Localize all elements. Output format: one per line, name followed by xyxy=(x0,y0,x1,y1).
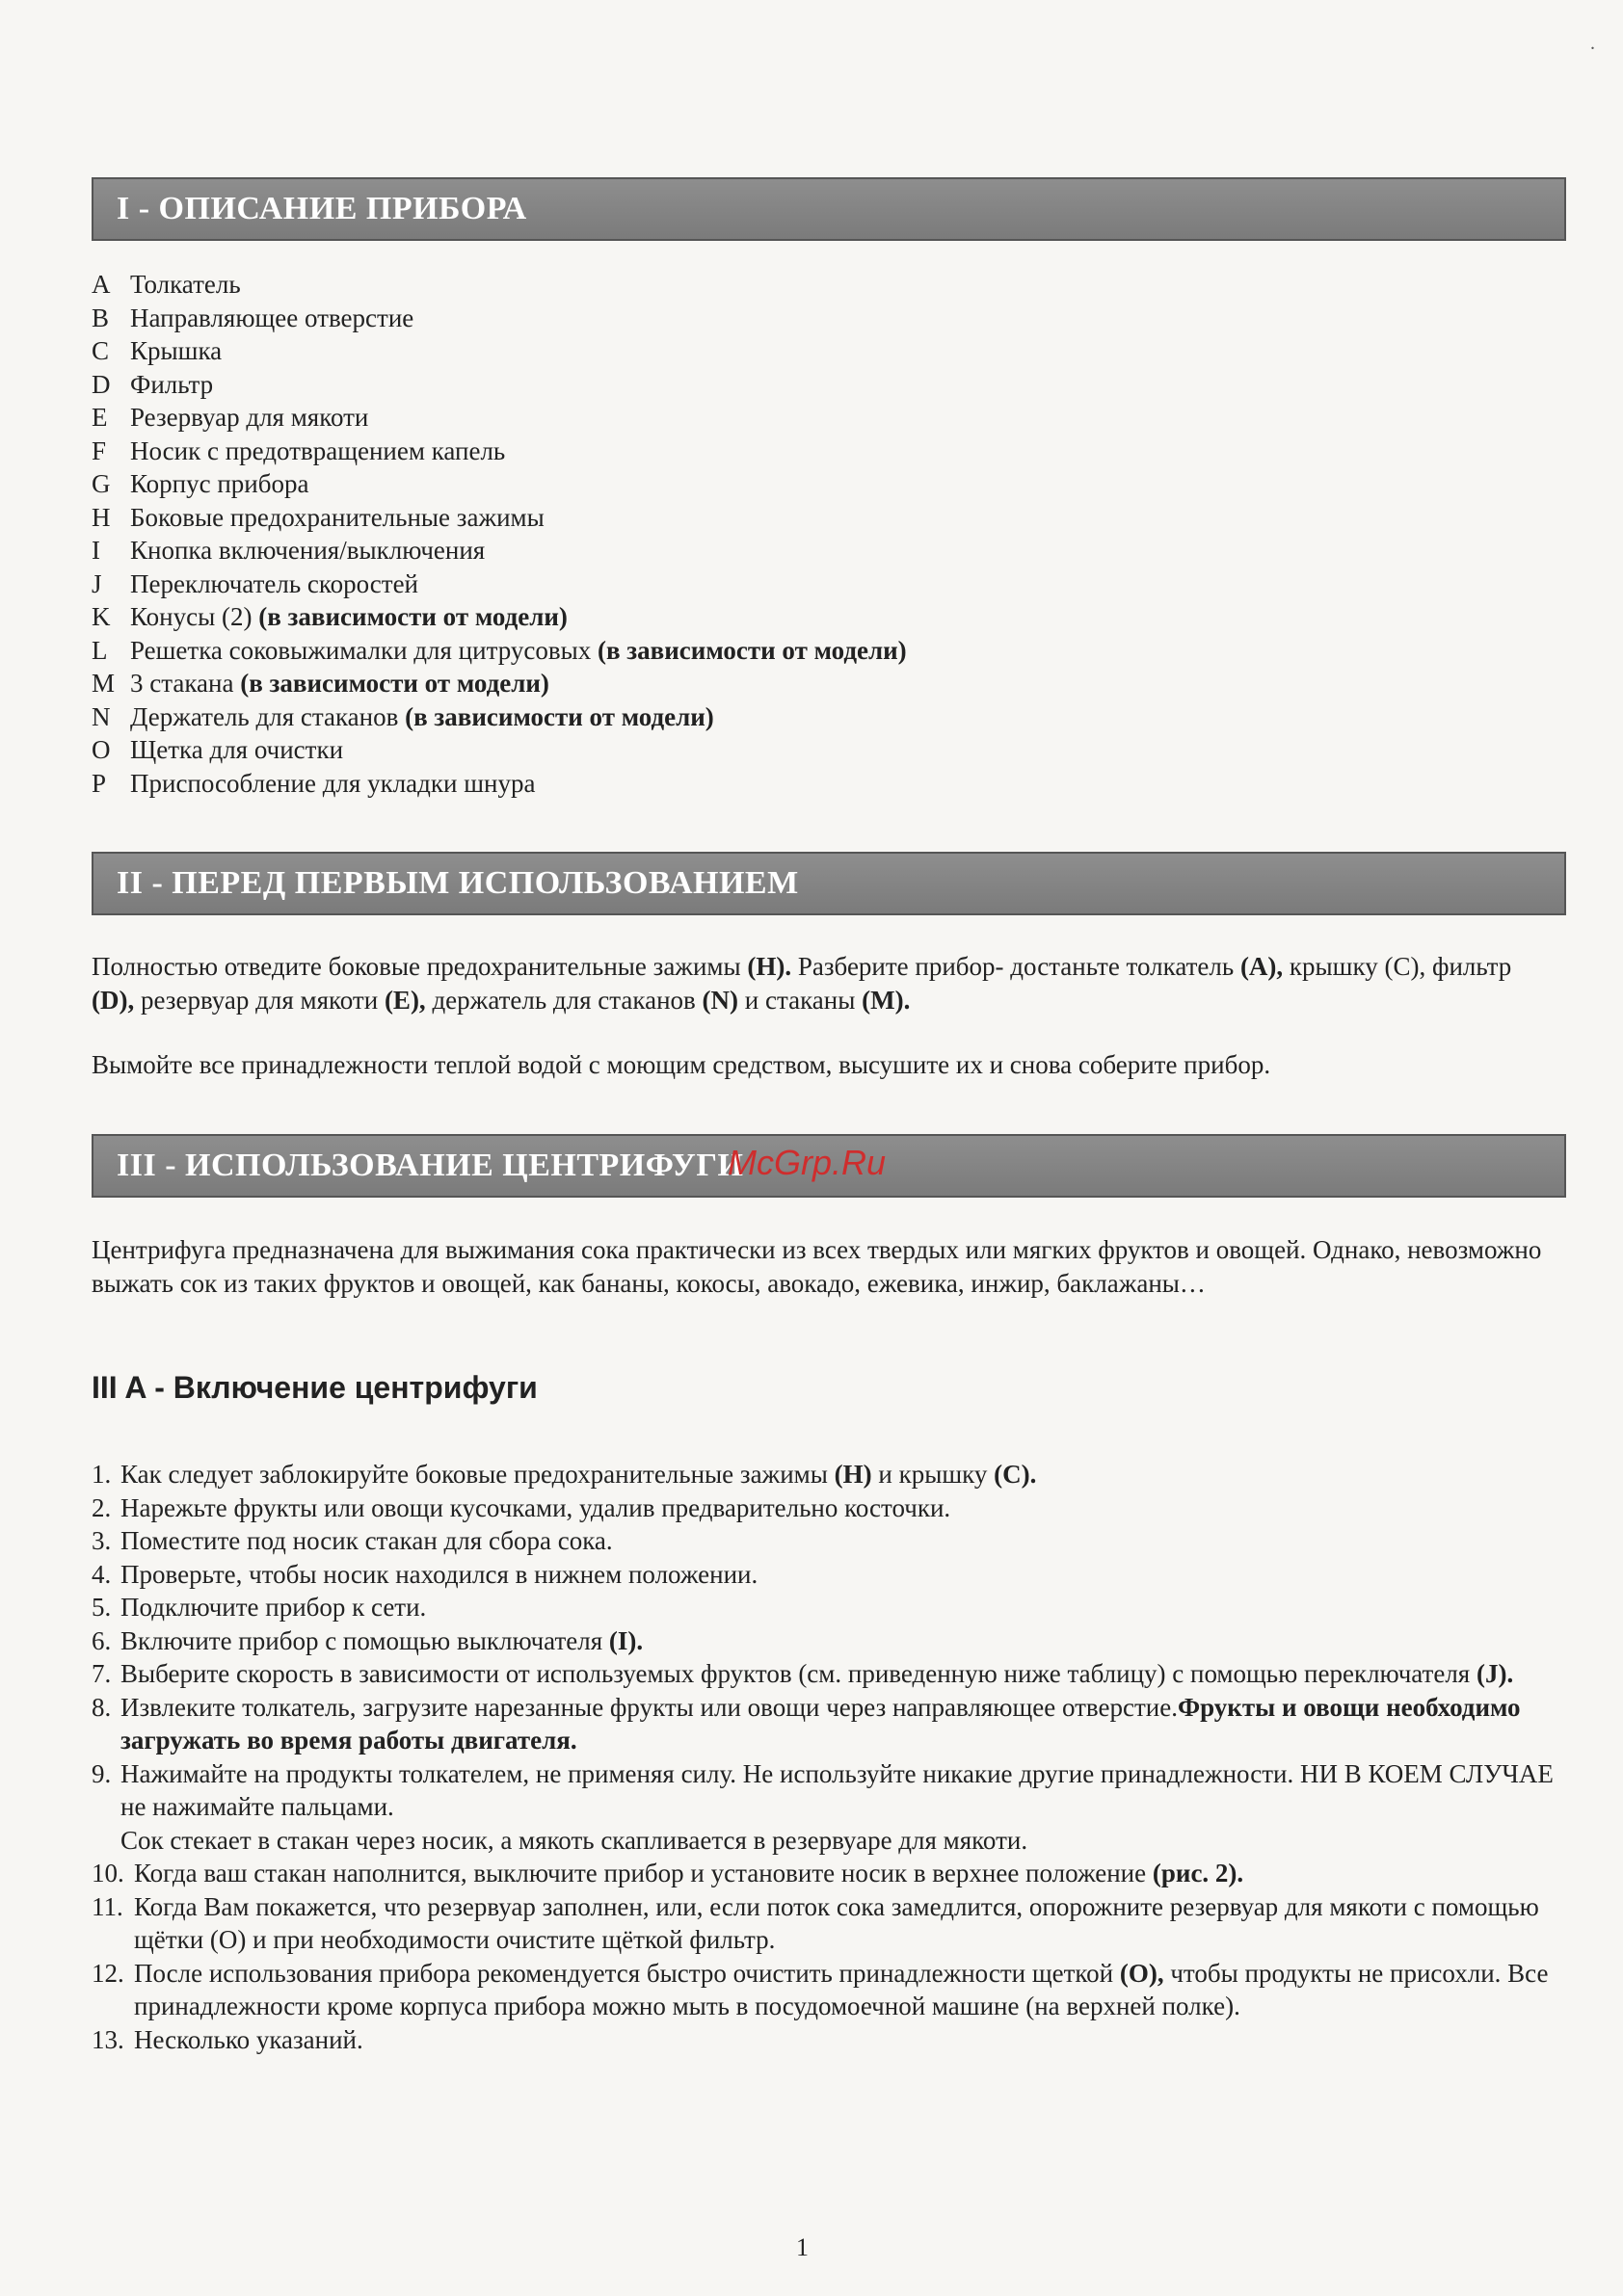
item-text: Решетка соковыжималки для цитрусовых xyxy=(130,635,598,665)
step-number: 4. xyxy=(92,1559,112,1589)
item-text: Фильтр xyxy=(130,369,214,399)
step-bold: Фрукты и овощи необходимо загружать во время работы двигателя. xyxy=(120,1692,1521,1755)
step-text: Подключите прибор к сети. xyxy=(120,1593,427,1622)
step-bold: (I). xyxy=(608,1625,644,1655)
list-item xyxy=(92,1691,1556,1757)
step-bold: (H) xyxy=(834,1460,872,1489)
item-letter: G xyxy=(92,469,111,498)
list-item xyxy=(92,1524,1556,1558)
step-bold: (рис. 2). xyxy=(1152,1859,1244,1887)
parts-list xyxy=(92,268,1537,800)
step-text: Поместите под носик стакан для сбора сока. xyxy=(120,1526,613,1555)
item-letter: K xyxy=(92,602,111,631)
step-number: 10. xyxy=(92,1859,124,1887)
list-item xyxy=(92,2023,1556,2057)
item-note: (в зависимости от модели) xyxy=(405,701,714,731)
section-title: III - ИСПОЛЬЗОВАНИЕ ЦЕНТРИФУГИ xyxy=(117,1148,744,1183)
item-text: Резервуар для мякоти xyxy=(130,403,369,432)
item-text: Корпус прибора xyxy=(130,469,309,498)
step-text: Когда Вам покажется, что резервуар заполнен, или, если поток сока замедлится, опорожните резервуар для мякоти с помощью щётки (О) и при необходимости очистите щёткой фильтр. xyxy=(134,1891,1539,1954)
corner-mark: . xyxy=(1590,33,1595,54)
step-text: Проверьте, чтобы носик находился в нижнем положении. xyxy=(120,1559,758,1589)
list-item xyxy=(92,401,1537,435)
list-item xyxy=(92,501,1537,535)
list-item xyxy=(92,600,1537,634)
step-text: Нарежьте фрукты или овощи кусочками, удалив предварительно косточки. xyxy=(120,1492,951,1522)
item-letter: O xyxy=(92,735,111,764)
step-text: Выберите скорость в зависимости от используемых фруктов (см. приведенную ниже таблицу) с помощью переключателя xyxy=(120,1659,1477,1688)
item-note: (в зависимости от модели) xyxy=(240,669,549,698)
step-bold: (O), xyxy=(1119,1958,1164,1988)
list-item xyxy=(92,1558,1556,1592)
item-letter: F xyxy=(92,435,107,465)
list-item xyxy=(92,1890,1556,1957)
list-item xyxy=(92,767,1537,801)
before-use-paragraph-2: Вымойте все принадлежности теплой водой с моющим средством, высушите их и снова соберите прибор. xyxy=(92,1050,1271,1079)
item-letter: J xyxy=(92,568,102,598)
step-number: 12. xyxy=(92,1958,124,1988)
before-use-paragraph-1: Полностью отведите боковые предохранительные зажимы (H). Разберите прибор- достаньте толкатель (A), крышку (С), фильтр (D), резервуар для мякоти (E), держатель для стаканов (N) и стаканы (M). xyxy=(92,952,1512,1015)
list-item xyxy=(92,700,1537,734)
list-item xyxy=(92,1591,1556,1624)
item-text: Толкатель xyxy=(130,270,241,299)
list-item xyxy=(92,368,1537,402)
step-number: 2. xyxy=(92,1492,112,1522)
list-item xyxy=(92,567,1537,601)
item-letter: N xyxy=(92,701,111,731)
section-title: II - ПЕРЕД ПЕРВЫМ ИСПОЛЬЗОВАНИЕМ xyxy=(117,865,799,901)
item-letter: D xyxy=(92,369,111,399)
step-bold: (J). xyxy=(1476,1659,1514,1688)
item-note: (в зависимости от модели) xyxy=(258,602,568,631)
list-item xyxy=(92,1957,1556,2023)
item-text: Конусы (2) xyxy=(130,602,259,631)
list-item xyxy=(92,302,1537,335)
list-item xyxy=(92,1624,1556,1658)
list-item xyxy=(92,1657,1556,1691)
list-item xyxy=(92,634,1537,668)
item-text: Приспособление для укладки шнура xyxy=(130,768,536,798)
list-item xyxy=(92,334,1537,368)
step-text: После использования прибора рекомендуется быстро очистить принадлежности щеткой xyxy=(134,1958,1120,1988)
item-letter: H xyxy=(92,502,111,532)
item-letter: I xyxy=(92,536,100,565)
step-text: Включите прибор с помощью выключателя xyxy=(120,1625,609,1655)
item-text: Держатель для стаканов xyxy=(130,701,406,731)
list-item xyxy=(92,435,1537,468)
item-text: Боковые предохранительные зажимы xyxy=(130,502,545,532)
list-item xyxy=(92,1491,1556,1525)
step-number: 1. xyxy=(92,1460,112,1489)
item-text: Крышка xyxy=(130,336,223,365)
item-letter: A xyxy=(92,270,111,299)
page-number: 1 xyxy=(796,2233,809,2261)
step-bold: (С). xyxy=(994,1460,1037,1489)
step-number: 11. xyxy=(92,1891,123,1921)
subsection-title: III A - Включение центрифуги xyxy=(92,1370,538,1405)
step-number: 9. xyxy=(92,1758,112,1788)
item-text: Направляющее отверстие xyxy=(130,303,414,332)
step-number: 6. xyxy=(92,1625,112,1655)
step-text: Как следует заблокируйте боковые предохранительные зажимы xyxy=(120,1460,835,1489)
watermark: McGrp.Ru xyxy=(728,1143,887,1182)
section-title: I - ОПИСАНИЕ ПРИБОРА xyxy=(117,191,527,226)
list-item xyxy=(92,1757,1556,1858)
item-text: Кнопка включения/выключения xyxy=(130,536,486,565)
step-text: чтобы продукты не присохли. Все принадлежности кроме корпуса прибора можно мыть в посудомоечной машине (на верхней полке). xyxy=(134,1958,1549,2020)
steps-list xyxy=(92,1458,1556,2056)
usage-intro-paragraph: Центрифуга предназначена для выжимания сока практически из всех твердых или мягких фруктов и овощей. Однако, невозможно выжать сок из таких фруктов и овощей, как бананы, кокосы, авокадо, ежевика, инжир, баклажаны… xyxy=(92,1235,1542,1298)
list-item xyxy=(92,467,1537,501)
item-letter: B xyxy=(92,303,110,332)
item-text: Носик с предотвращением капель xyxy=(130,435,506,465)
step-number: 13. xyxy=(92,2024,124,2054)
list-item xyxy=(92,1458,1556,1491)
step-text: Извлеките толкатель, загрузите нарезанные фрукты или овощи через направляющее отверстие. xyxy=(120,1692,1178,1722)
item-letter: C xyxy=(92,336,110,365)
item-letter: E xyxy=(92,403,108,432)
step-number: 3. xyxy=(92,1526,112,1555)
section-header-before-first-use xyxy=(92,852,1566,915)
item-text: Переключатель скоростей xyxy=(130,568,419,598)
list-item xyxy=(92,534,1537,567)
step-number: 5. xyxy=(92,1593,112,1622)
step-extra: Сок стекает в стакан через носик, а мякоть скапливается в резервуаре для мякоти. xyxy=(120,1825,1028,1855)
item-letter: L xyxy=(92,635,108,665)
section-header-description xyxy=(92,177,1566,241)
step-number: 7. xyxy=(92,1659,112,1688)
step-text: Нажимайте на продукты толкателем, не применяя силу. Не используйте никакие другие принадлежности. НИ В КОЕМ СЛУЧАЕ не нажимайте пальцами. xyxy=(120,1758,1554,1821)
item-text: Щетка для очистки xyxy=(130,735,344,764)
list-item xyxy=(92,1857,1556,1890)
step-text: Несколько указаний. xyxy=(134,2024,363,2054)
list-item xyxy=(92,733,1537,767)
list-item xyxy=(92,268,1537,302)
item-text: 3 стакана xyxy=(130,669,241,698)
step-number: 8. xyxy=(92,1692,112,1722)
list-item xyxy=(92,667,1537,700)
step-text: Когда ваш стакан наполнится, выключите прибор и установите носик в верхнее положение xyxy=(134,1859,1153,1887)
item-letter: M xyxy=(92,669,116,698)
step-text: и крышку xyxy=(871,1460,995,1489)
item-note: (в зависимости от модели) xyxy=(597,635,907,665)
item-letter: P xyxy=(92,768,107,798)
